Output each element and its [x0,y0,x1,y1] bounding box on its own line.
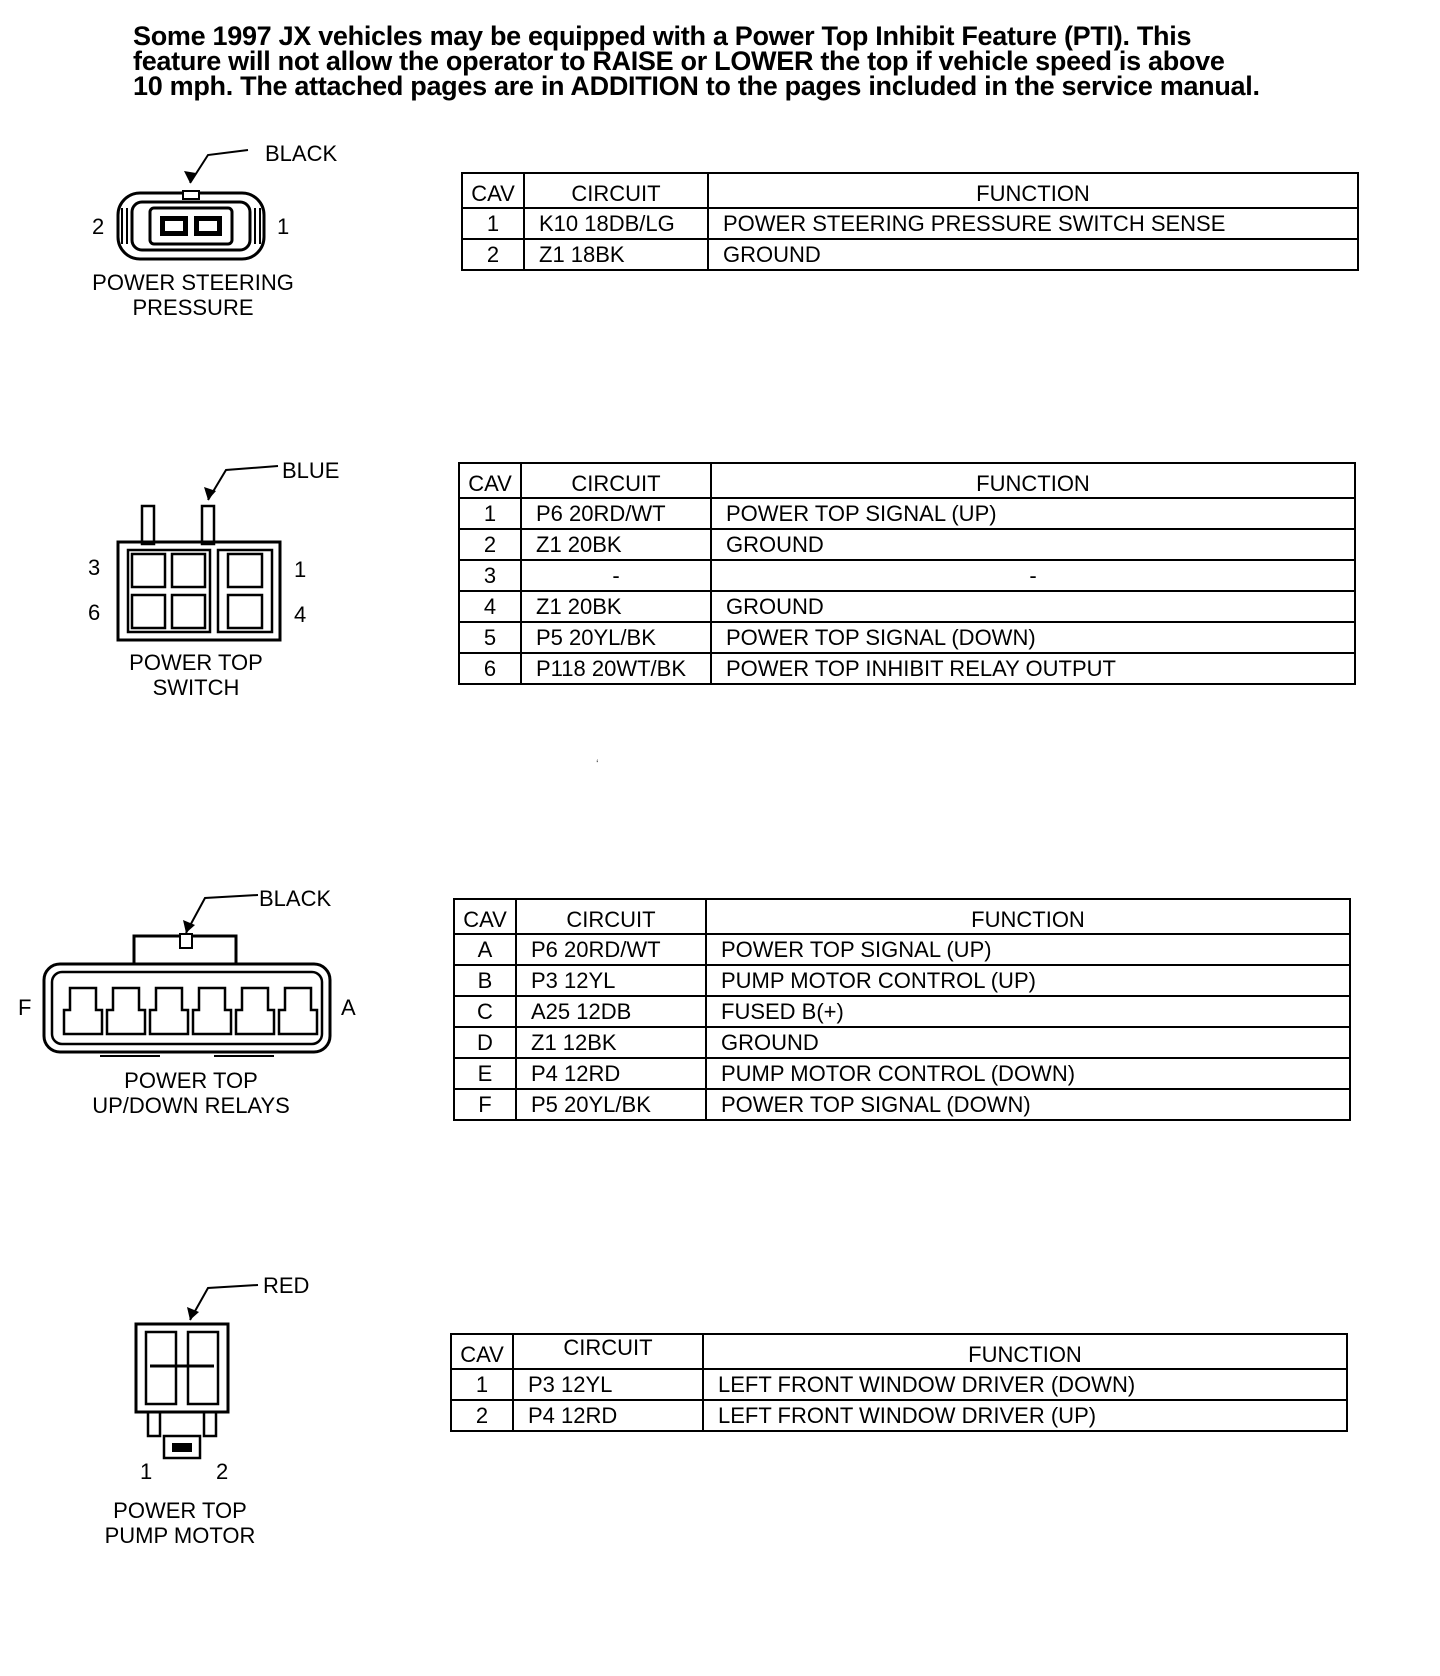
circuit-cell: P3 12YL [513,1369,703,1400]
table-row [459,560,1355,591]
table-header-row [459,463,1355,498]
function-cell: POWER STEERING PRESSURE SWITCH SENSE [708,208,1358,239]
cav-cell: F [454,1089,516,1120]
connector-color-label: RED [263,1273,310,1298]
table-row [451,1400,1347,1431]
circuit-cell: P6 20RD/WT [516,934,706,965]
table-header-row [451,1334,1347,1369]
function-cell: - [711,560,1355,591]
function-cell: GROUND [706,1027,1350,1058]
table-row [454,1027,1350,1058]
circuit-cell: P3 12YL [516,965,706,996]
circuit-cell: K10 18DB/LG [524,208,708,239]
cav-cell: 1 [459,498,521,529]
table-row [462,239,1358,270]
table-row [454,1058,1350,1089]
table-row [454,934,1350,965]
function-cell: LEFT FRONT WINDOW DRIVER (DOWN) [703,1369,1347,1400]
table-row [459,529,1355,560]
table-header-row [462,173,1358,208]
function-cell: FUSED B(+) [706,996,1350,1027]
header-circuit: CIRCUIT [521,463,711,498]
pinout-table-power-steering [461,172,1359,271]
cav-cell: 6 [459,653,521,684]
pin-label: 1 [294,557,307,582]
function-cell: POWER TOP SIGNAL (DOWN) [706,1089,1350,1120]
pinout-table-power-top-switch [458,462,1356,685]
circuit-cell: Z1 20BK [521,529,711,560]
header-cav: CAV [454,899,516,934]
cav-cell: 4 [459,591,521,622]
function-cell: GROUND [708,239,1358,270]
cav-cell: 5 [459,622,521,653]
function-cell: POWER TOP SIGNAL (UP) [711,498,1355,529]
intro-line-1: Some 1997 JX vehicles may be equipped with a Power Top Inhibit Feature (PTI). This [133,21,1192,51]
cav-cell: C [454,996,516,1027]
intro-line-2: feature will not allow the operator to RAISE or LOWER the top if vehicle speed is above [133,46,1225,76]
table-row [459,498,1355,529]
connector-color-label: BLUE [282,458,340,483]
header-cav: CAV [462,173,524,208]
connector-color-label: BLACK [265,141,338,166]
circuit-cell: P4 12RD [513,1400,703,1431]
header-circuit: CIRCUIT [516,899,706,934]
circuit-cell: Z1 20BK [521,591,711,622]
function-cell: LEFT FRONT WINDOW DRIVER (UP) [703,1400,1347,1431]
header-cav: CAV [451,1334,513,1369]
function-cell: POWER TOP INHIBIT RELAY OUTPUT [711,653,1355,684]
function-cell: POWER TOP SIGNAL (UP) [706,934,1350,965]
table-header-row [454,899,1350,934]
function-cell: GROUND [711,529,1355,560]
scan-mark: ‘ [596,757,599,771]
cav-cell: A [454,934,516,965]
connector-caption: POWER TOP PUMP MOTOR [104,1498,256,1548]
table-row [454,1089,1350,1120]
pin-label: 1 [140,1459,153,1484]
pinout-table-pump-motor [450,1333,1348,1432]
table-row [454,996,1350,1027]
table-row [459,622,1355,653]
circuit-cell: P4 12RD [516,1058,706,1089]
table-row [454,965,1350,996]
pinout-table-power-top-relays [453,898,1351,1121]
header-circuit: CIRCUIT [513,1334,703,1369]
connector-pump-drawing [0,0,360,1560]
cav-cell: 2 [459,529,521,560]
cav-cell: 2 [462,239,524,270]
cav-cell: 3 [459,560,521,591]
circuit-cell: P5 20YL/BK [521,622,711,653]
connector-color-label: BLACK [259,886,332,911]
cav-cell: D [454,1027,516,1058]
circuit-cell: Z1 12BK [516,1027,706,1058]
header-function: FUNCTION [711,463,1355,498]
table-row [459,653,1355,684]
pin-label: A [341,995,356,1020]
circuit-cell: - [521,560,711,591]
pin-label: 2 [216,1459,229,1484]
function-cell: GROUND [711,591,1355,622]
cav-cell: B [454,965,516,996]
connector-caption: POWER STEERING PRESSURE [92,270,294,320]
cav-cell: E [454,1058,516,1089]
function-cell: POWER TOP SIGNAL (DOWN) [711,622,1355,653]
header-function: FUNCTION [708,173,1358,208]
table-row [451,1369,1347,1400]
circuit-cell: A25 12DB [516,996,706,1027]
cav-cell: 1 [451,1369,513,1400]
cav-cell: 2 [451,1400,513,1431]
pin-label: 6 [88,600,101,625]
function-cell: PUMP MOTOR CONTROL (DOWN) [706,1058,1350,1089]
circuit-cell: P5 20YL/BK [516,1089,706,1120]
pin-label: 4 [294,602,307,627]
cav-cell: 1 [462,208,524,239]
pin-label: 3 [88,555,101,580]
connector-caption: POWER TOP UP/DOWN RELAYS [92,1068,290,1118]
function-cell: PUMP MOTOR CONTROL (UP) [706,965,1350,996]
circuit-cell: Z1 18BK [524,239,708,270]
intro-line-3: 10 mph. The attached pages are in ADDITION to the pages included in the service manual. [133,71,1260,101]
pin-label: 2 [92,214,105,239]
circuit-cell: P118 20WT/BK [521,653,711,684]
header-circuit: CIRCUIT [524,173,708,208]
pin-label: F [18,995,32,1020]
pin-label: 1 [277,214,290,239]
header-function: FUNCTION [703,1334,1347,1369]
table-row [459,591,1355,622]
table-row [462,208,1358,239]
circuit-cell: P6 20RD/WT [521,498,711,529]
header-function: FUNCTION [706,899,1350,934]
connector-caption: POWER TOP SWITCH [129,650,263,700]
header-cav: CAV [459,463,521,498]
